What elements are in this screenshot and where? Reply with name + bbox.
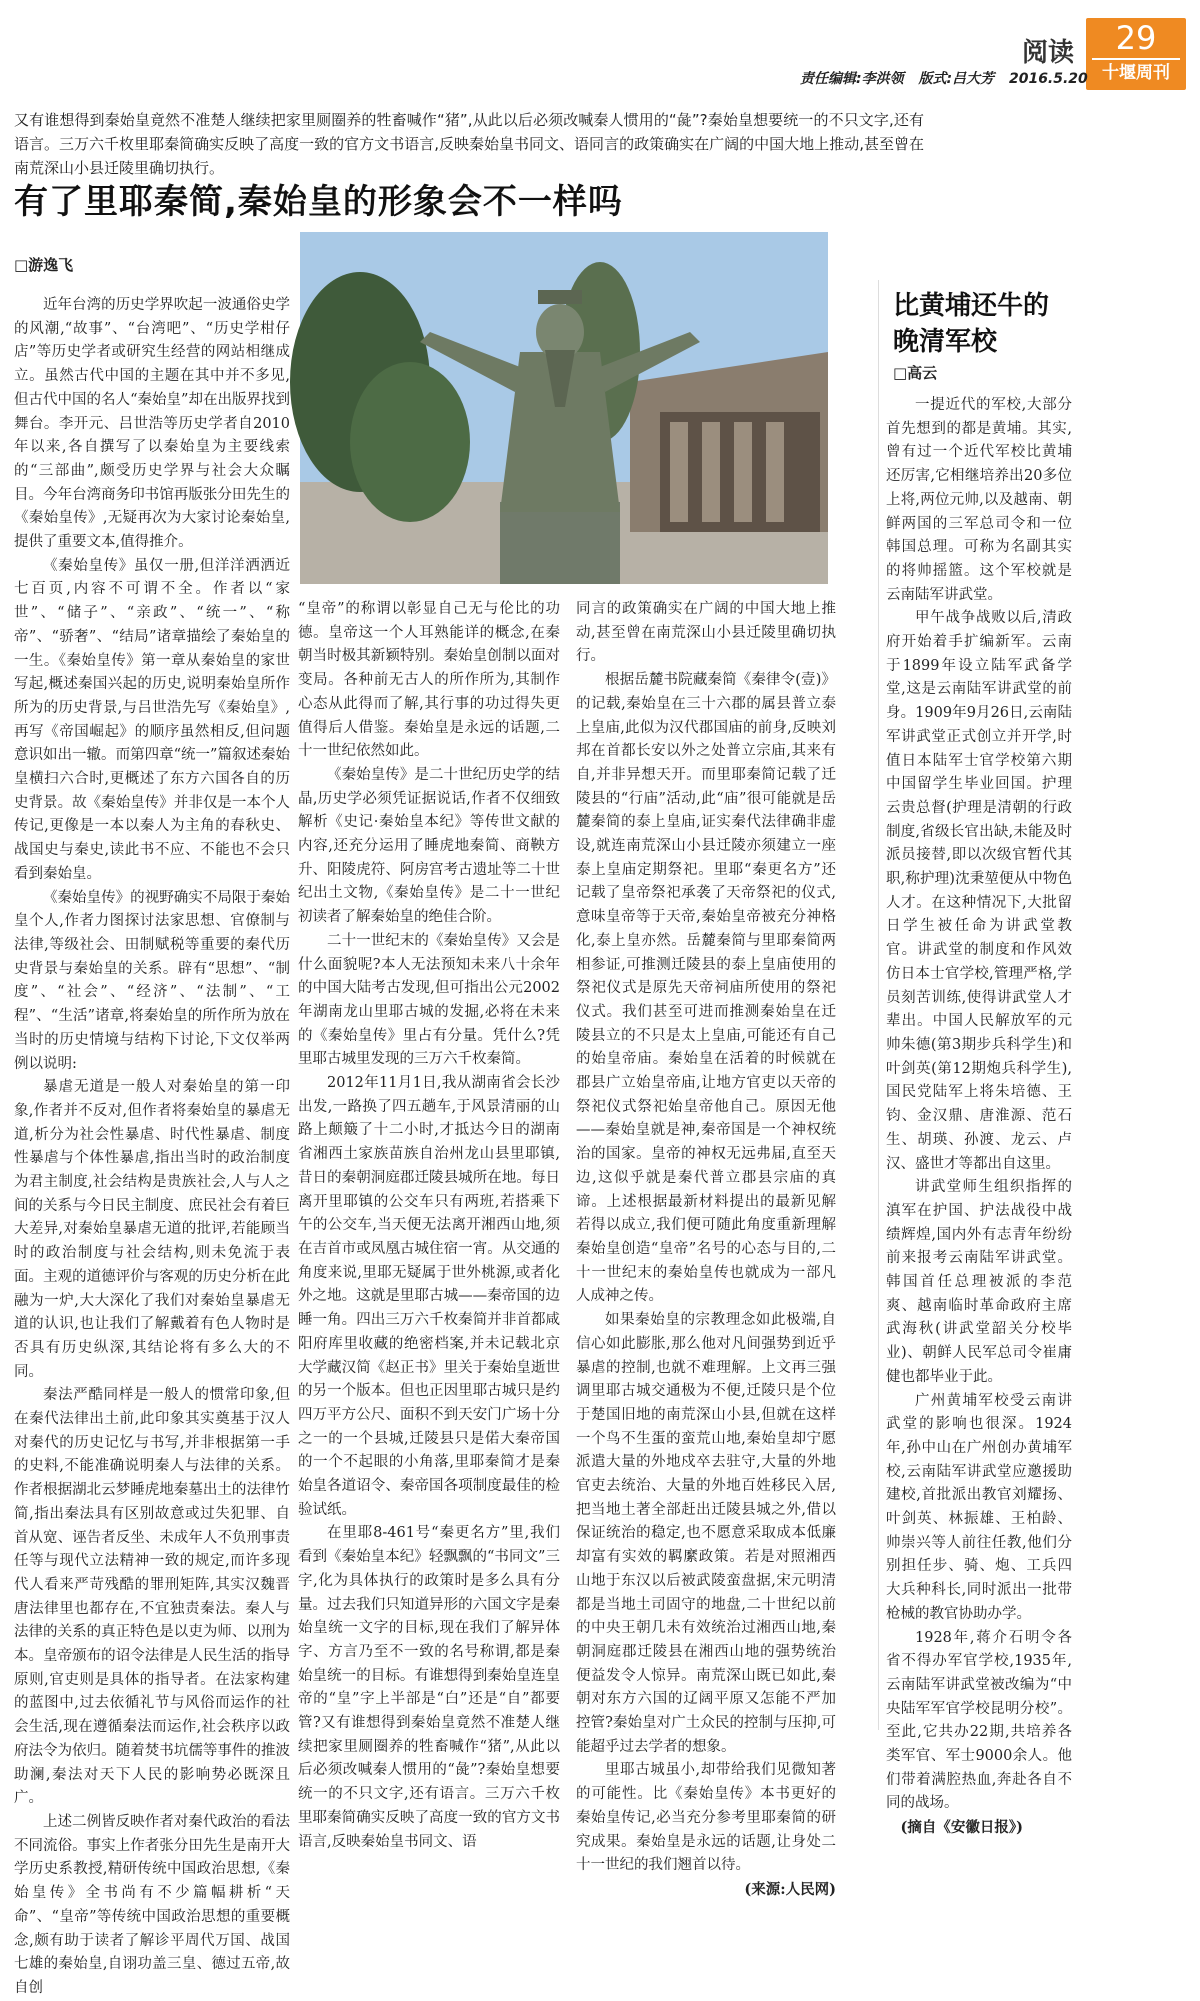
sidebar-title bbox=[893, 288, 1049, 360]
sidebar-excerpt-source: (摘自《安徽日报》) bbox=[900, 1819, 1023, 1837]
article-author: □游逸飞 bbox=[14, 256, 74, 274]
article-column-1 bbox=[14, 294, 290, 1996]
paragraph: 《秦始皇传》虽仅一册,但洋洋洒洒近七百页,内容不可谓不全。作者以“家世”、“储子”、“亲政”、“统一”、“称帝”、“骄奢”、“结局”诸章描绘了秦始皇的一生。《秦始皇传》第一章从秦始皇的家世写起,概述秦国兴起的历史,说明秦始皇所作所为的历史背景,与吕世浩先写《秦始皇》,再写《帝国崛起》的顺序虽然相反,但问题意识如出一辙。而第四章“统一”篇叙述秦始皇横扫六合时,更概述了东方六国各自的历史背景。故《秦始皇传》并非仅是一本个人传记,更像是一本以秦人为主角的春秋史、战国史与秦史,读此书不应、不能也不会只看到秦始皇。 bbox=[14, 557, 290, 882]
sidebar-title-line: 晚清军校 bbox=[893, 327, 998, 357]
paragraph: 《秦始皇传》是二十世纪历史学的结晶,历史学必须凭证据说话,作者不仅细致解析《史记·秦始皇本纪》等传世文献的内容,还充分运用了睡虎地秦简、商鞅方升、阳陵虎符、阿房宫考古遗址等二十世纪出土文物,《秦始皇传》是二十一世纪初读者了解秦始皇的绝佳合阶。 bbox=[298, 766, 560, 926]
paragraph: 广州黄埔军校受云南讲武堂的影响也很深。1924年,孙中山在广州创办黄埔军校,云南陆军讲武堂应邀援助建校,首批派出教官刘耀扬、叶剑英、林振雄、王柏龄、帅崇兴等人前往任教,他们分别担任步、骑、炮、工兵四大兵种科长,同时派出一批带枪械的教官协助办学。 bbox=[886, 1392, 1072, 1622]
article-lead: 又有谁想得到秦始皇竟然不准楚人继续把家里厕圈养的牲畜喊作“猪”,从此以后必须改喊秦人惯用的“彘”?秦始皇想要统一的不只文字,还有语言。三万六千枚里耶秦简确实反映了高度一致的官方文书语言,反映秦始皇书同文、语同言的政策确实在广阔的中国大地上推动,甚至曾在南荒深山小县迁陵里确切执行。 bbox=[14, 111, 924, 177]
section-name: 阅读 bbox=[1022, 38, 1075, 68]
paragraph: 如果秦始皇的宗教理念如此极端,自信心如此膨胀,那么他对凡间强势到近乎暴虐的控制,也就不难理解。上文再三强调里耶古城交通极为不便,迁陵只是个位于楚国旧地的南荒深山小县,但就在这样一个鸟不生蛋的蛮荒山地,秦始皇却宁愿派遣大量的外地戍卒去驻守,大量的外地官吏去统治、大量的外地百姓移民入居,把当地土著全部赶出迁陵县城之外,借以保证统治的稳定,也不愿意采取成本低廉却富有实效的羁縻政策。若是对照湘西山地于东汉以后被武陵蛮盘据,宋元明清都是当地土司固守的地盘,二十世纪以前的中央王朝几未有效统治过湘西山地,秦朝洞庭郡迁陵县在湘西山地的强势统治便益发令人惊异。南荒深山既已如此,秦朝对东方六国的辽阔平原又怎能不严加控管?秦始皇对广土众民的控制与压抑,可能超乎过去学者的想象。 bbox=[576, 1312, 836, 1755]
page-number: 29 bbox=[1115, 19, 1157, 57]
paragraph: 上述二例皆反映作者对秦代政治的看法不同流俗。事实上作者张分田先生是南开大学历史系教授,精研传统中国政治思想,《秦始皇传》全书尚有不少篇幅耕析“天命”、“皇帝”等传统中国政治思想的重要概念,颇有助于读者了解诊平周代万国、战国七雄的秦始皇,自诩功盖三皇、德过五帝,故自创 bbox=[14, 1814, 290, 1996]
article-column-2 bbox=[298, 598, 560, 1850]
paragraph: 一提近代的军校,大部分首先想到的都是黄埔。其实,曾有过一个近代军校比黄埔还厉害,它相继培养出20多位上将,两位元帅,以及越南、朝鲜两国的三军总司令和一位韩国总理。可称为名副其实的将帅摇篮。这个军校就是云南陆军讲武堂。 bbox=[886, 397, 1072, 603]
paragraph: 甲午战争战败以后,清政府开始着手扩编新军。云南于1899年设立陆军武备学堂,这是云南陆军讲武堂的前身。1909年9月26日,云南陆军讲武堂正式创立并开学,时值日本陆军士官学校第六期中国留学生毕业回国。护理云贵总督(护理是清朝的行政制度,省级长官出缺,未能及时派员接替,即以次级官暂代其职,称护理)沈秉堃便从中物色人才。在这种情况下,大批留日学生被任命为讲武堂教官。讲武堂的制度和作风效仿日本士官学校,管理严格,学员刻苦训练,使得讲武堂人才辈出。中国人民解放军的元帅朱德(第3期步兵科学生)和叶剑英(第12期炮兵科学生),国民党陆军上将朱培德、王钧、金汉鼎、唐淮源、范石生、胡瑛、孙渡、龙云、卢汉、盛世才等都出自这里。 bbox=[886, 610, 1072, 1172]
article-source: (来源:人民网) bbox=[744, 1880, 836, 1898]
publication-name: 十堰周刊 bbox=[1092, 58, 1180, 86]
paragraph: 讲武堂师生组织指挥的滇军在护国、护法战役中战绩辉煌,国内外有志青年纷纷前来报考云南陆军讲武堂。韩国首任总理被派的李范爽、越南临时革命政府主席武海秋(讲武堂韶关分校毕业)、朝鲜人民军总司令崔庸健也都毕业于此。 bbox=[886, 1179, 1072, 1385]
sidebar-author: □高云 bbox=[893, 364, 938, 382]
issue-date: 2016.5.20 bbox=[1008, 71, 1088, 87]
article-column-3 bbox=[576, 598, 836, 1898]
paragraph: 近年台湾的历史学界吹起一波通俗史学的风潮,“故事”、“台湾吧”、“历史学柑仔店”等历史学者或研究生经营的网站相继成立。虽然古代中国的主题在其中并不多见,但古代中国的名人“秦始皇”却在出版界找到舞台。李开元、吕世浩等历史学者自2010年以来,各自撰写了以秦始皇为主要线索的“三部曲”,颇受历史学界与社会大众瞩目。今年台湾商务印书馆再版张分田先生的《秦始皇传》,无疑再次为大家讨论秦始皇,提供了重要文本,值得推介。 bbox=[14, 297, 290, 551]
sidebar-column bbox=[886, 394, 1072, 1837]
paragraph: 二十一世纪末的《秦始皇传》又会是什么面貌呢?本人无法预知未来八十余年的中国大陆考古发现,但可指出公元2002年湖南龙山里耶古城的发掘,必将在未来的《秦始皇传》里占有分量。凭什么?凭里耶古城里发现的三万六千枚秦简。 bbox=[298, 932, 560, 1068]
statue-photo bbox=[300, 232, 828, 584]
paragraph: 《秦始皇传》的视野确实不局限于秦始皇个人,作者力图探讨法家思想、官僚制与法律,等级社会、田制赋税等重要的秦代历史背景与秦始皇的关系。辟有“思想”、“制度”、“社会”、“经济”、“法制”、“工程”、“生活”诸章,将秦始皇的所作所为放在当时的历史情境与结构下讨论,下文仅举两例以说明: bbox=[14, 889, 290, 1072]
paragraph: 里耶古城虽小,却带给我们见微知著的可能性。比《秦始皇传》本书更好的秦始皇传记,必当充分参考里耶秦简的研究成果。秦始皇是永远的话题,让身处二十一世纪的我们翘首以待。 bbox=[576, 1762, 836, 1874]
paragraph: 暴虐无道是一般人对秦始皇的第一印象,作者并不反对,但作者将秦始皇的暴虐无道,析分为社会性暴虐、时代性暴虐、制度性暴虐与个体性暴虐,指出当时的政治制度为君主制度,社会结构是贵族社会,人与人之间的关系与今日民主制度、庶民社会有着巨大差异,对秦始皇暴虐无道的批评,若能顾当时的政治制度与社会结构,则未免流于表面。主观的道德评价与客观的历史分析在此融为一炉,大大深化了我们对秦始皇暴虐无道的认识,也让我们了解戴着有色人物时是否具有历史纵深,其结论将有多么大的不同。 bbox=[14, 1079, 290, 1380]
header-meta bbox=[800, 68, 1098, 88]
editor-credit: 责任编辑:李洪领 bbox=[800, 71, 904, 87]
paragraph: 2012年11月1日,我从湖南省会长沙出发,一路换了四五趟车,于风景清丽的山路上颠簸了十二小时,才抵达今日的湖南省湘西土家族苗族自治州龙山县里耶镇,昔日的秦朝洞庭郡迁陵县城所在地。每日离开里耶镇的公交车只有两班,若搭乘下午的公交车,当天便无法离开湘西山地,须在吉首市或凤凰古城住宿一宵。从交通的角度来说,里耶无疑属于世外桃源,或者化外之地。这就是里耶古城——秦帝国的边睡一角。四出三万六千枚秦简并非首都咸阳府库里收藏的绝密档案,并未记载北京大学藏汉简《赵正书》里关于秦始皇逝世的另一个版本。但也正因里耶古城只是约四万平方公尺、面积不到天安门广场十分之一的一个县城,迁陵县只是偌大秦帝国的一个不起眼的小角落,里耶秦简才是秦始皇各道诏令、秦帝国各项制度最佳的检验试纸。 bbox=[298, 1075, 560, 1518]
paragraph: 同言的政策确实在广阔的中国大地上推动,甚至曾在南荒深山小县迁陵里确切执行。 bbox=[576, 601, 836, 665]
paragraph: 在里耶8-461号“秦更名方”里,我们看到《秦始皇本纪》轻飘飘的“书同文”三字,化为具体执行的政策时是多么具有分量。过去我们只知道异形的六国文字是秦始皇统一文字的目标,现在我们了解异体字、方言乃至不一致的名号称谓,都是秦始皇统一的目标。有谁想得到秦始皇连皇帝的“皇”字上半部是“白”还是“自”都要管?又有谁想得到秦始皇竟然不准楚人继续把家里厕圈养的牲畜喊作“猪”,从此以后必须改喊秦人惯用的“彘”?秦始皇想要统一的不只文字,还有语言。三万六千枚里耶秦简确实反映了高度一致的官方文书语言,反映秦始皇书同文、语 bbox=[298, 1525, 560, 1850]
page-badge bbox=[1086, 18, 1186, 90]
column-divider bbox=[878, 280, 879, 1730]
paragraph: 秦法严酷同样是一般人的惯常印象,但在秦代法律出土前,此印象其实奠基于汉人对秦代的历史记忆与书写,并非根据第一手的史料,不能准确说明秦人与法律的关系。作者根据湖北云梦睡虎地秦墓出土的法律竹简,指出秦法具有区别故意或过失犯罪、自首从宽、诬告者反坐、未成年人不负刑事责任等与现代立法精神一致的规定,而许多现代人看来严苛残酷的罪刑矩阵,其实汉魏晋唐法律里也都存在,不宜独责秦法。秦人与法律的关系的真正特色是以吏为师、以刑为本。皇帝颁布的诏令法律是人民生活的指导原则,官吏则是具体的指导者。在法家构建的蓝图中,过去依循礼节与风俗而运作的社会生活,现在遵循秦法而运作,社会秩序以政府法令为依归。随着焚书坑儒等事件的推波助澜,秦法对天下人民的影响势必既深且广。 bbox=[14, 1387, 290, 1807]
statue-photo-image bbox=[300, 232, 828, 584]
paragraph: 根据岳麓书院藏秦简《秦律令(壹)》的记载,秦始皇在三十六郡的属县普立泰上皇庙,此似为汉代郡国庙的前身,反映刘邦在首都长安以外之处普立宗庙,其来有自,并非异想天开。而里耶秦简记载了迁陵县的“行庙”活动,此“庙”很可能就是岳麓秦简的泰上皇庙,证实秦代法律确非虚设,就连南荒深山小县迁陵亦须建立一座泰上皇庙定期祭祀。里耶“秦更名方”还记载了皇帝祭祀承袭了天帝祭祀的仪式,意味皇帝等于天帝,秦始皇帝被充分神格化,泰上皇亦然。岳麓秦简与里耶秦简两相参证,可推测迁陵县的泰上皇庙使用的祭祀仪式是原先天帝祠庙所使用的祭祀仪式。我们甚至可进而推测秦始皇在迁陵县立的不只是太上皇庙,可能还有自己的始皇帝庙。秦始皇在活着的时候就在郡县广立始皇帝庙,让地方官吏以天帝的祭祀仪式祭祀始皇帝他自己。原因无他——秦始皇就是神,秦帝国是一个神权统治的国家。皇帝的神权无远弗届,直至天边,这似乎就是秦代普立郡县宗庙的真谛。上述根据最新材料提出的最新见解若得以成立,我们便可随此角度重新理解秦始皇创造“皇帝”名号的心态与目的,二十一世纪末的秦始皇传也就成为一部凡人成神之传。 bbox=[576, 672, 836, 1305]
paragraph: 1928年,蒋介石明令各省不得办军官学校,1935年,云南陆军讲武堂被改编为“中央陆军军官学校昆明分校”。至此,它共办22期,共培养各类军官、军士9000余人。他们带着满腔热血,奔赴各自不同的战场。 bbox=[886, 1629, 1072, 1812]
layout-credit: 版式:吕大芳 bbox=[918, 71, 995, 87]
paragraph: “皇帝”的称谓以彰显自己无与伦比的功德。皇帝这一个人耳熟能详的概念,在秦朝当时极其新颖特别。秦始皇创制以面对变局。各种前无古人的所作所为,其制作心态从此得而了解,其行事的功过得失更值得后人借鉴。秦始皇是永远的话题,二十一世纪依然如此。 bbox=[298, 601, 560, 760]
sidebar-title-line: 比黄埔还牛的 bbox=[893, 291, 1050, 321]
article-title: 有了里耶秦简,秦始皇的形象会不一样吗 bbox=[14, 182, 623, 222]
